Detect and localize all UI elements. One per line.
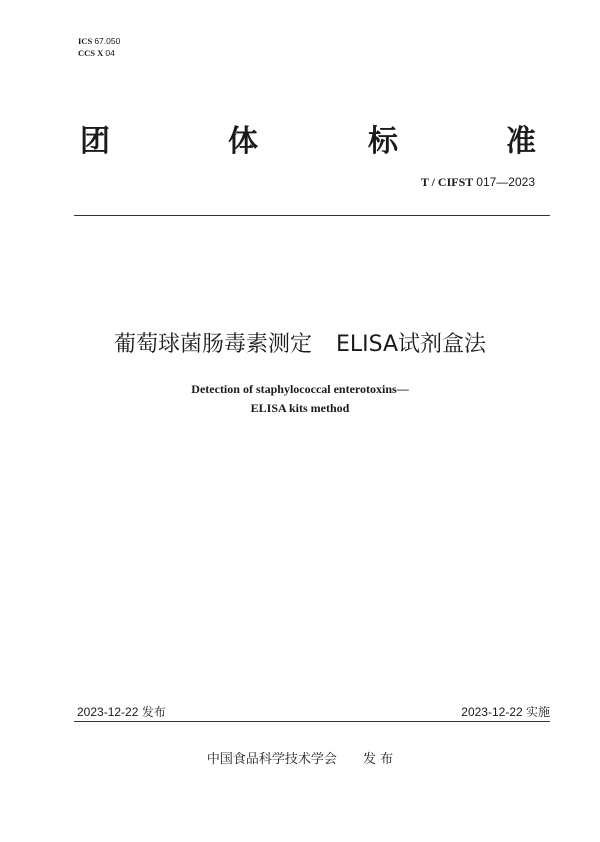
title-en-line2: ELISA kits method — [250, 401, 350, 415]
title-chinese — [0, 327, 600, 358]
ics-code — [78, 35, 120, 47]
classification-codes — [78, 35, 120, 59]
banner-char-4: 准 — [506, 124, 536, 159]
banner-char-2: 体 — [228, 124, 258, 159]
standard-code: 017—2023 — [476, 175, 535, 189]
banner-char-3: 标 — [368, 124, 398, 159]
title-en-line1: Detection of staphylococcal enterotoxins— — [191, 382, 409, 396]
footer-divider — [74, 721, 550, 722]
ics-value: 67.050 — [94, 36, 121, 46]
title-english — [0, 380, 600, 418]
implement-date: 2023-12-22 实施 — [461, 705, 550, 719]
ics-label: ICS — [78, 36, 93, 46]
ccs-value: 04 — [105, 48, 115, 58]
publisher-name: 中国食品科学技术学会 — [206, 752, 337, 767]
title-cn-part2: ELISA试剂盒法 — [335, 332, 487, 357]
title-cn-part1: 葡萄球菌肠毒素测定 — [113, 332, 312, 357]
release-date: 2023-12-22 发布 — [77, 705, 166, 719]
ccs-label: CCS X — [78, 48, 104, 58]
header-divider — [74, 215, 550, 216]
ccs-code — [78, 47, 120, 59]
standard-number — [421, 175, 535, 190]
publisher-action: 发 布 — [362, 752, 394, 767]
standard-type-banner — [0, 116, 600, 160]
standard-prefix: T / CIFST — [420, 175, 474, 189]
banner-char-1: 团 — [80, 124, 110, 159]
publisher-line — [0, 748, 600, 767]
